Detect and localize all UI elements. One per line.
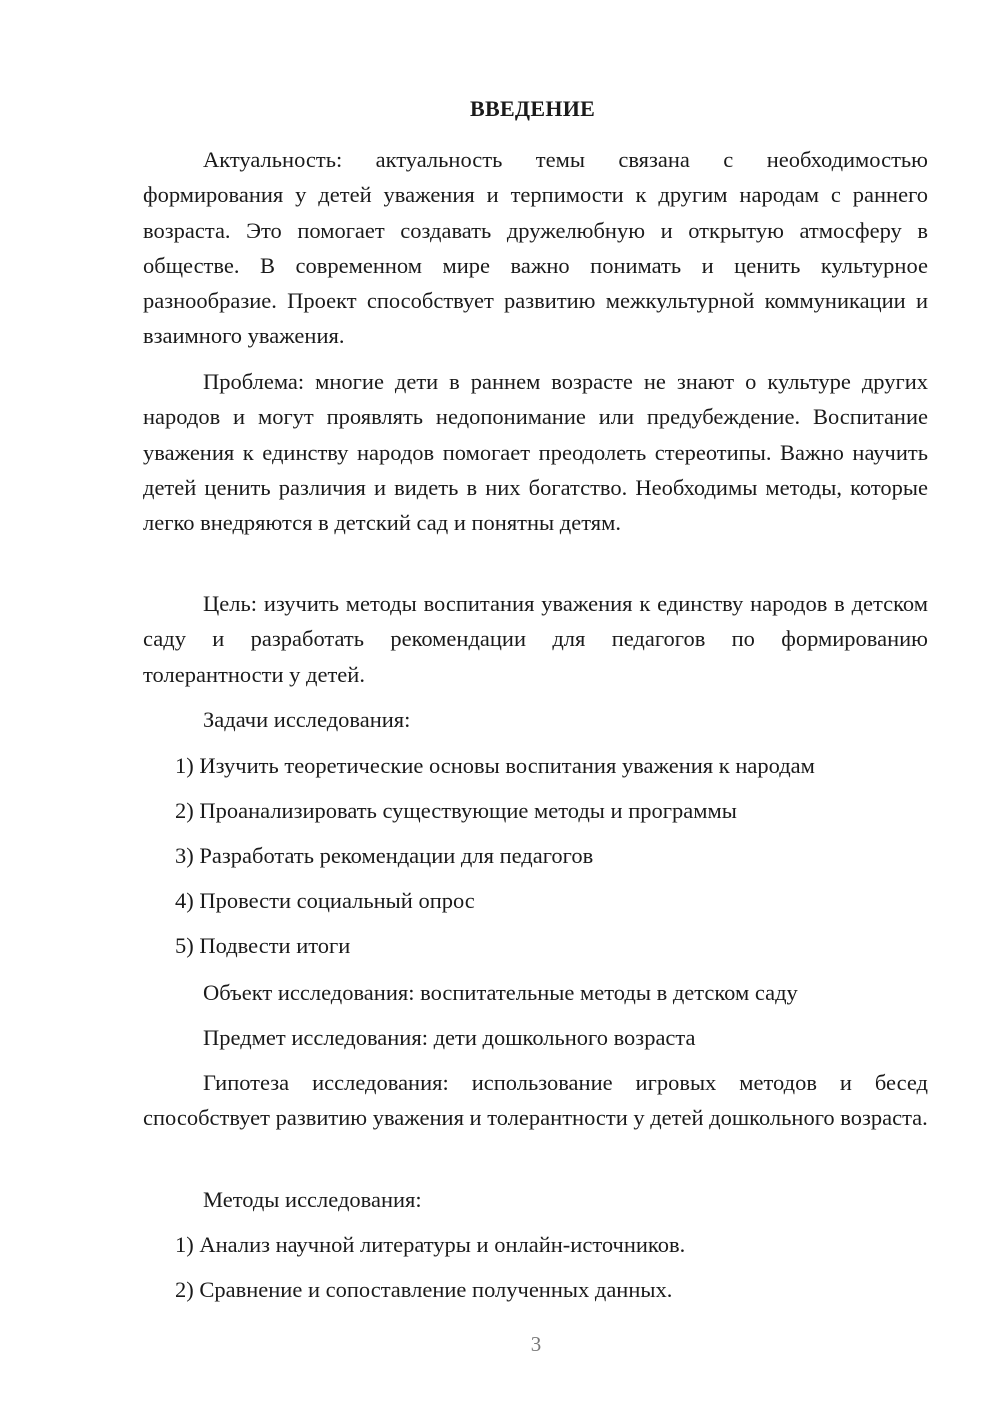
paragraph-problem: Проблема: многие дети в раннем возрасте не знают о культуре других народов и могут проявлять недопонимание или предубеждение. Воспитание уважения к единству народов помогает преодолеть стереотипы. Важно научить детей ценить различия и видеть в них богатство. Необходимы методы, которые легко внедряются в детский сад и понятны детям. <box>143 369 928 536</box>
method-item-2: 2) Сравнение и сопоставление полученных данных. <box>175 1277 673 1302</box>
page-number: 3 <box>530 1332 542 1356</box>
task-item-1: 1) Изучить теоретические основы воспитания уважения к народам <box>175 753 815 778</box>
tasks-heading: Задачи исследования: <box>203 707 411 732</box>
task-item-4: 4) Провести социальный опрос <box>175 888 475 913</box>
paragraph-subject: Предмет исследования: дети дошкольного возраста <box>203 1025 696 1050</box>
method-item-1: 1) Анализ научной литературы и онлайн-источников. <box>175 1232 686 1257</box>
paragraph-object: Объект исследования: воспитательные методы в детском саду <box>203 980 798 1005</box>
task-item-2: 2) Проанализировать существующие методы и программы <box>175 798 737 823</box>
paragraph-relevance: Актуальность: актуальность темы связана с необходимостью формирования у детей уважения и терпимости к другим народам с раннего возраста. Это помогает создавать дружелюбную и открытую атмосферу в обществе. В современном мире важно понимать и ценить культурное разнообразие. Проект способствует развитию межкультурной коммуникации и взаимного уважения. <box>143 147 928 349</box>
methods-heading: Методы исследования: <box>203 1187 422 1212</box>
page-title: ВВЕДЕНИЕ <box>470 96 596 121</box>
task-item-5: 5) Подвести итоги <box>175 933 351 958</box>
task-item-3: 3) Разработать рекомендации для педагогов <box>175 843 594 868</box>
paragraph-hypothesis: Гипотеза исследования: использование игровых методов и бесед способствует развитию уважения и толерантности у детей дошкольного возраста. <box>143 1070 928 1131</box>
paragraph-goal: Цель: изучить методы воспитания уважения к единству народов в детском саду и разработать рекомендации для педагогов по формированию толерантности у детей. <box>143 591 928 687</box>
